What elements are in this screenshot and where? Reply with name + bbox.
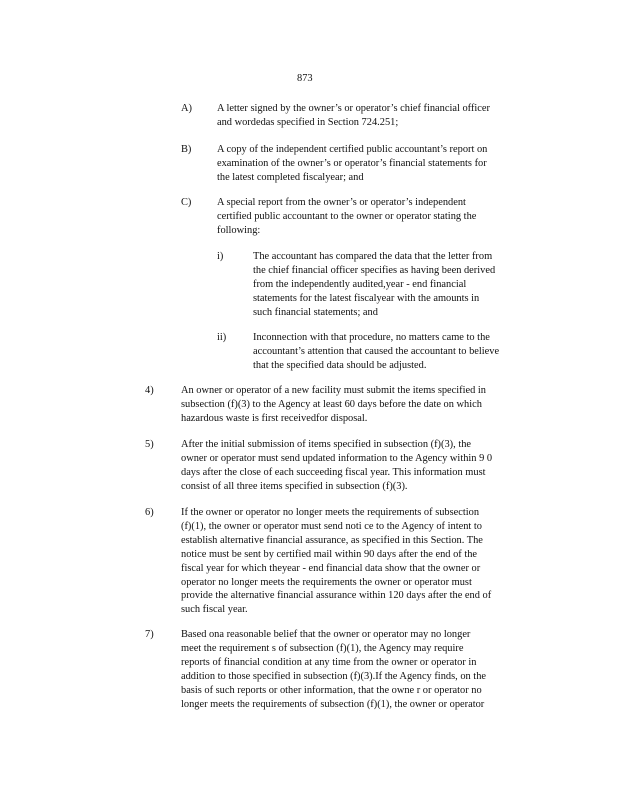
subparagraph-ii-marker: ii) — [217, 332, 227, 343]
paragraph-6-text: If the owner or operator no longer meets the requirements of subsection (f)(1), the owner or operator must send noti ce to the Agency of intent to establish alternative financial assurance, as specified in this Section. The notice must be sent by certified mail within 90 days after the end of the fiscal year for which theyear - end financial data show that the owner or operator no longer meets the requirements the owner or operator must provide the alternative financial assurance within 120 days after the end of such fiscal year. — [181, 507, 492, 616]
paragraph-a-marker: A) — [181, 103, 192, 114]
paragraph-c-text: A special report from the owner’s or operator’s independent certified public accountant to the owner or operator stating the following: — [217, 197, 477, 236]
paragraph-4-marker: 4) — [145, 385, 154, 396]
paragraph-5-text: After the initial submission of items specified in subsection (f)(3), the owner or operator must send updated information to the Agency within 9 0 days after the close of each succeeding fiscal year. This information must consist of all three items specified in subsection (f)(3). — [181, 439, 493, 492]
subparagraph-ii-text: Inconnection with that procedure, no matters came to the accountant’s attention that caused the accountant to believe that the specified data should be adjusted. — [253, 332, 500, 371]
paragraph-b-text: A copy of the independent certified public accountant’s report on examination of the owner’s or operator’s financial statements for the latest completed fiscalyear; and — [217, 144, 488, 183]
subparagraph-i-text: The accountant has compared the data that the letter from the chief financial officer specifies as having been derived from the independently audited,year - end financial statements for the latest fiscalyear with the amounts in such financial statements; and — [253, 251, 496, 318]
paragraph-4-text: An owner or operator of a new facility must submit the items specified in subsection (f)(3) to the Agency at least 60 days before the date on which hazardous waste is first receivedfor disposal. — [181, 385, 487, 424]
paragraph-b-marker: B) — [181, 144, 192, 155]
paragraph-c-marker: C) — [181, 197, 192, 208]
paragraph-7-marker: 7) — [145, 629, 154, 640]
paragraph-a-text: A letter signed by the owner’s or operator’s chief financial officer and wordedas specified in Section 724.251; — [217, 103, 490, 128]
subparagraph-i-marker: i) — [217, 251, 224, 262]
paragraph-6-marker: 6) — [145, 507, 154, 518]
paragraph-5-marker: 5) — [145, 439, 154, 450]
page-number: 873 — [297, 73, 313, 84]
paragraph-7-text: Based ona reasonable belief that the owner or operator may no longer meet the requirement s of subsection (f)(1), the Agency may require reports of financial condition at any time from the owner or operator in addition to those specified in subsection (f)(3).If the Agency finds, on the basis of such reports or other information, that the owne r or operator no longer meets the requirements of subsection (f)(1), the owner or operator — [181, 629, 487, 710]
